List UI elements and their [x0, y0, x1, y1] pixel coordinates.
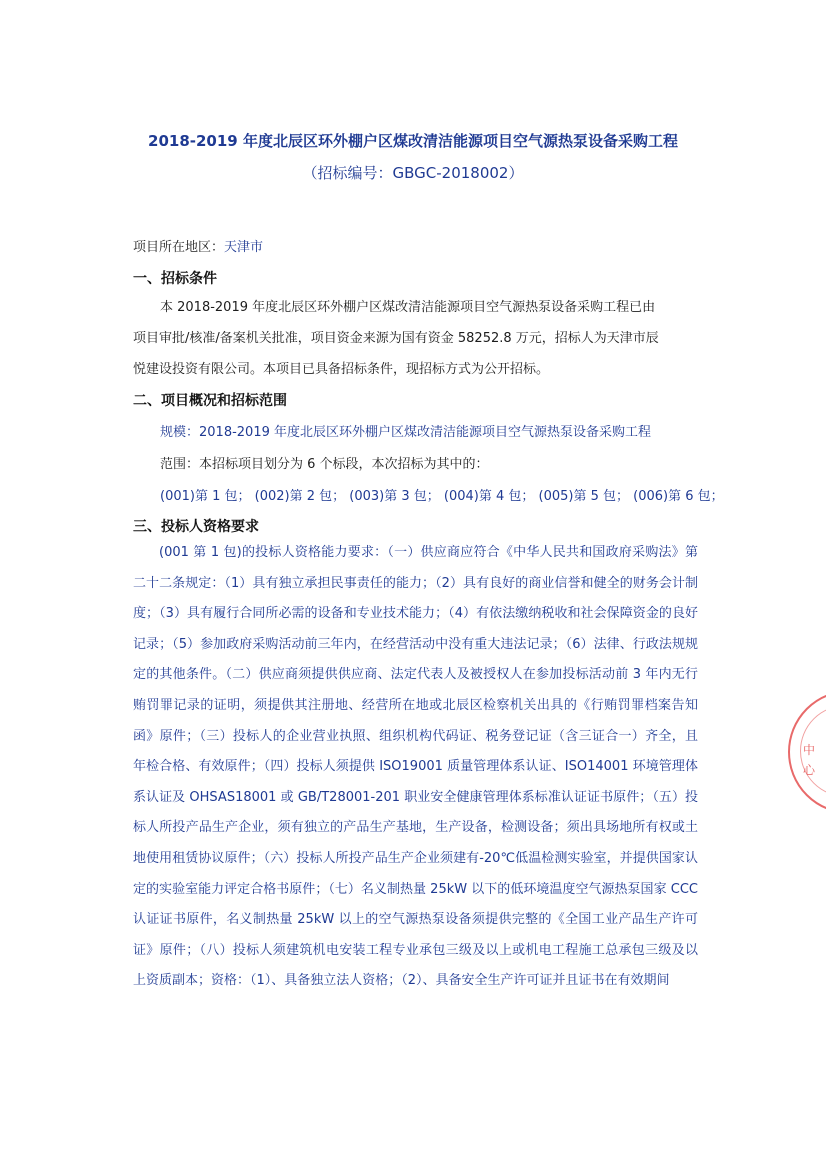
- section1-line-2: 项目审批/核准/备案机关批准，项目资金来源为国有资金 58252.8 万元，招标人为天津市辰: [133, 331, 659, 346]
- document-title: 2018-2019 年度北辰区环外棚户区煤改清洁能源项目空气源热泵设备采购工程: [148, 132, 678, 150]
- location-label: 项目所在地区：: [133, 240, 225, 255]
- section2-packages: (001)第 1 包； (002)第 2 包； (003)第 3 包； (004)第 4 包； (005)第 5 包； (006)第 6 包；: [160, 489, 724, 504]
- tender-number: （招标编号：GBGC-2018002）: [302, 164, 524, 182]
- seal-text: 中心: [803, 743, 816, 777]
- section2-scope: 范围：本招标项目划分为 6 个标段，本次招标为其中的：: [160, 457, 489, 472]
- location-value: 天津市: [224, 240, 264, 255]
- section3-heading: 三、投标人资格要求: [133, 519, 259, 535]
- section2-scale: 规模：2018-2019 年度北辰区环外棚户区煤改清洁能源项目空气源热泵设备采购工程: [160, 425, 651, 440]
- section2-heading: 二、项目概况和招标范围: [133, 393, 287, 409]
- section3-body: (001 第 1 包)的投标人资格能力要求：（一）供应商应符合《中华人民共和国政府采购法》第二十二条规定：（1）具有独立承担民事责任的能力；（2）具有良好的商业信誉和健全的财务会计制度；（3）具有履行合同所必需的设备和专业技术能力；（4）有依法缴纳税收和社会保障资金的良好记录；（5）参加政府采购活动前三年内，在经营活动中没有重大违法记录；（6）法律、行政法规规定的其他条件。（二）供应商须提供供应商、法定代表人及被授权人在参加投标活动前 3 年内无行贿罚罪记录的证明，须提供其注册地、经营所在地或北辰区检察机关出具的《行贿罚罪档案告知函》原件；（三）投标人的企业营业执照、组织机构代码证、税务登记证（含三证合一）齐全，且年检合格、有效原件；（四）投标人须提供 ISO19001 质量管理体系认证、ISO14001 环境管理体系认证及 OHSAS18001 或 GB/T28001-201 职业安全健康管理体系标准认证证书原件；（五）投标人所投产品生产企业，须有独立的产品生产基地，生产设备，检测设备；须出具场地所有权或土地使用租赁协议原件；（六）投标人所投产品生产企业须建有-20℃低温检测实验室，并提供国家认定的实验室能力评定合格书原件；（七）名义制热量 25kW 以下的低环境温度空气源热泵国家 CCC 认证证书原件，名义制热量 25kW 以上的空气源热泵设备须提供完整的《全国工业产品生产许可证》原件；（八）投标人须建筑机电安装工程专业承包三级及以上或机电工程施工总承包三级及以上资质副本；资格：（1）、具备独立法人资格；（2）、具备安全生产许可证并且证书在有效期间: [133, 545, 698, 989]
- section1-line-3: 悦建设投资有限公司。本项目已具备招标条件，现招标方式为公开招标。: [133, 362, 550, 377]
- section1-heading: 一、招标条件: [133, 271, 217, 287]
- project-location: [133, 236, 263, 255]
- section1-line-1: 本 2018-2019 年度北辰区环外棚户区煤改清洁能源项目空气源热泵设备采购工程已由: [160, 300, 656, 315]
